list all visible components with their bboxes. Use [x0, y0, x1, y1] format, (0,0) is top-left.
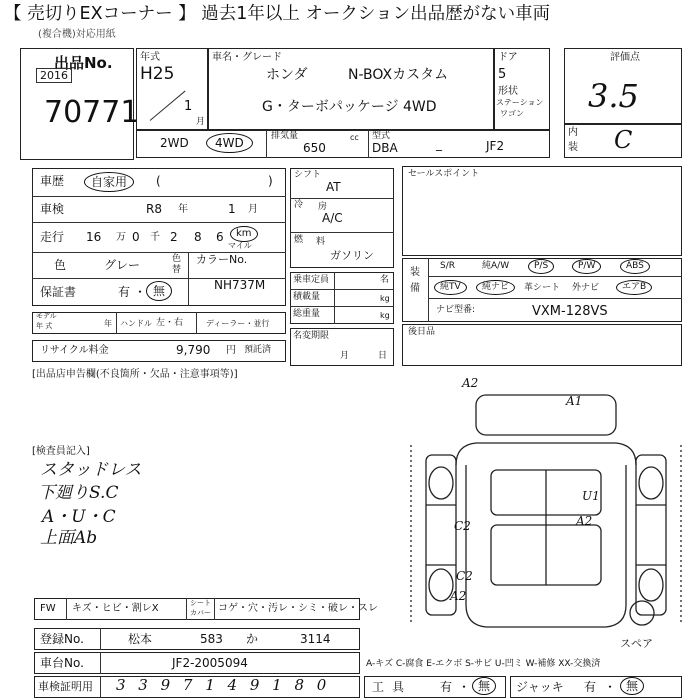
displacement-unit: cc	[350, 133, 359, 142]
gross-unit: kg	[380, 311, 390, 320]
tools-yes: 有	[440, 680, 453, 694]
inspection-label: 車検	[40, 202, 65, 216]
name-change-month: 月	[340, 351, 350, 361]
color-change-label1: 色	[172, 254, 182, 264]
doors-value: 5	[498, 67, 507, 82]
drive-4wd-circled: 4WD	[206, 133, 253, 153]
later-items-label: 後日品	[408, 327, 436, 337]
fw-label: FW	[40, 603, 56, 614]
recycle-value: 9,790	[176, 343, 211, 357]
sales-point-box	[402, 166, 682, 256]
equip-leather: 革シート	[524, 283, 561, 293]
mileage-d5: 6	[216, 230, 224, 244]
warranty-yes: 有	[118, 285, 131, 299]
interior-label1: 内	[568, 127, 578, 138]
score-value: 3.5	[588, 77, 639, 115]
year-value: H25	[140, 64, 175, 84]
drive-2wd: 2WD	[160, 136, 189, 150]
damage-diagram	[396, 375, 692, 645]
form-subtitle: (複合機)対応用紙	[38, 29, 116, 40]
history-label: 車歴	[40, 174, 65, 188]
mileage-u2: 千	[150, 232, 160, 243]
recycle-note: 預託済	[244, 345, 272, 355]
model-year-unit: 年	[104, 319, 112, 328]
mileage-d2: 0	[132, 230, 140, 244]
shape-line2: ワゴン	[500, 109, 524, 118]
lot-year: 2016	[36, 68, 72, 83]
lot-number: 70771	[44, 95, 140, 130]
model-type-prefix: DBA	[372, 141, 398, 155]
color-value: グレー	[104, 258, 141, 272]
chassis-value: JF2-2005094	[172, 656, 248, 670]
capacity-unit: 名	[380, 275, 390, 285]
model-type-dash: _	[436, 137, 442, 151]
inspection-month-unit: 月	[248, 204, 258, 215]
year-label: 年式	[140, 52, 160, 63]
color-change-label2: 替	[172, 265, 182, 275]
warranty-label: 保証書	[40, 285, 77, 299]
fuel-value: ガソリン	[330, 249, 374, 262]
registration-label: 登録No.	[40, 632, 84, 646]
recycle-unit: 円	[226, 345, 236, 356]
year-month-unit: 月	[196, 117, 206, 127]
mileage-u1: 万	[116, 232, 126, 243]
equip-abs-circled: ABS	[620, 259, 650, 274]
sheet-label2: カバー	[190, 609, 211, 617]
recycle-label: リサイクル料金	[40, 345, 109, 356]
model-type-code: JF2	[486, 139, 505, 153]
registration-number: 3114	[300, 632, 331, 646]
navi-model-label: ナビ型番:	[436, 305, 476, 315]
inspector-label: [検査員記入]	[32, 446, 90, 457]
banner-text: 【 売切りEXコーナー 】 過去1年以上 オークション出品歴がない車両	[4, 4, 551, 24]
car-make: ホンダ	[266, 67, 308, 83]
fuel-label1: 燃	[294, 235, 304, 245]
car-name-label: 車名・グレード	[212, 52, 282, 63]
shift-value: AT	[326, 180, 341, 194]
tools-sep: ・	[458, 680, 471, 694]
displacement-label: 排気量	[271, 131, 299, 141]
shift-label: シフト	[294, 170, 322, 180]
model-type-label: 型式	[372, 131, 391, 141]
mark-a2-front: A2	[462, 376, 479, 390]
load-unit: kg	[380, 294, 390, 303]
history-value-circled: 自家用	[84, 172, 134, 192]
history-paren-close: )	[268, 174, 273, 188]
color-code: NH737M	[214, 278, 266, 292]
sheet-text: コゲ・穴・汚レ・シミ・破レ・スレ	[218, 603, 378, 614]
mileage-d1: 16	[86, 230, 102, 244]
displacement-value: 650	[303, 141, 326, 155]
mileage-mile-unit: マイル	[228, 241, 252, 250]
year-month: 1	[184, 99, 193, 114]
fuel-label2: 料	[316, 237, 326, 247]
jack-sep: ・	[604, 680, 617, 694]
inspection-year-unit: 年	[178, 204, 188, 215]
interior-label2: 装	[568, 142, 578, 153]
inspection-month: 1	[228, 202, 236, 216]
doors-label: ドア	[498, 52, 518, 63]
sheet-label: シート	[190, 599, 211, 607]
navi-model-value: VXM-128VS	[532, 304, 608, 319]
mark-u1: U1	[582, 489, 600, 503]
registration-region: 松本	[128, 632, 153, 646]
inspector-note-1: スタッドレス	[40, 460, 142, 480]
sales-point-label: セールスポイント	[408, 169, 480, 179]
dealer-label: ディーラー・並行	[206, 319, 270, 328]
damage-legend: A-キズ C-腐食 E-エクボ S-サビ U-凹ミ W-補修 XX-交換済	[366, 659, 601, 669]
cert-value: 3 3 9 7 1 4 9 1 8 0	[116, 676, 331, 694]
later-items-box	[402, 324, 682, 366]
capacity-label: 乗車定員	[293, 275, 330, 285]
model-year-label1: モデル	[36, 312, 57, 320]
shape-line1: ステーション	[496, 98, 544, 107]
shape-label: 形状	[498, 86, 518, 97]
lot-label: 出品No.	[54, 54, 113, 72]
inspector-note-4: 上面Ab	[40, 528, 98, 548]
fw-text: キズ・ヒビ・割レX	[72, 603, 159, 614]
model-year-label2: 年 式	[36, 322, 53, 330]
banner	[0, 0, 700, 30]
inspector-note-2: 下廻りS.C	[38, 483, 119, 503]
equip-airbag-circled: エアB	[616, 280, 652, 295]
jack-label: ジャッキ	[516, 680, 564, 694]
name-change-label: 名変期限	[293, 331, 330, 341]
inspection-era: R8	[146, 202, 162, 216]
warranty-sep: ・	[134, 285, 147, 299]
equip-alloy-wheels: 純A/W	[482, 261, 510, 271]
mark-c2-left: C2	[454, 519, 471, 533]
color-code-label: カラーNo.	[196, 253, 248, 266]
mark-a2-rear: A2	[450, 589, 467, 603]
equipment-label1: 装	[410, 267, 420, 278]
handle-value: 左・右	[156, 318, 184, 328]
equip-aftermarket-navi: 外ナビ	[572, 283, 600, 293]
jack-no-circled: 無	[620, 677, 644, 695]
score-label: 評価点	[610, 52, 640, 63]
mileage-d3: 2	[170, 230, 178, 244]
mark-a2-side: A2	[576, 514, 593, 528]
handle-label: ハンドル	[120, 319, 152, 328]
equipment-label2: 備	[410, 283, 420, 294]
name-change-day: 日	[378, 351, 388, 361]
car-grade: G・ターボパッケージ 4WD	[262, 99, 437, 115]
mileage-d4: 8	[194, 230, 202, 244]
equip-navi-circled: 純ナビ	[476, 280, 515, 295]
inspector-note-3: A・U・C	[42, 507, 116, 527]
equip-power-windows-circled: P/W	[572, 259, 601, 274]
gross-label: 総重量	[293, 309, 321, 319]
jack-yes: 有	[584, 680, 597, 694]
cert-label: 車検証明用	[38, 680, 93, 693]
ac-label1: 冷	[294, 200, 304, 210]
car-model: N-BOXカスタム	[348, 67, 449, 83]
mark-a1: A1	[566, 394, 583, 408]
warranty-no-circled: 無	[146, 281, 172, 301]
tools-label: 工具	[372, 680, 413, 694]
mark-c2-rear: C2	[456, 569, 473, 583]
color-label: 色	[54, 258, 67, 272]
mileage-km-circled: km	[230, 226, 258, 242]
tools-no-circled: 無	[472, 677, 496, 695]
registration-class: 583	[200, 632, 223, 646]
equip-power-steering-circled: P/S	[528, 259, 554, 274]
declaration-label: [出品店申告欄(不良箇所・欠品・注意事項等)]	[32, 369, 238, 380]
load-label: 積載量	[293, 292, 321, 302]
chassis-label: 車台No.	[40, 656, 84, 670]
interior-value: C	[614, 126, 633, 154]
mileage-label: 走行	[40, 230, 65, 244]
equip-sunroof: S/R	[440, 261, 455, 271]
registration-kana: か	[246, 632, 259, 646]
spare-label: スペア	[620, 637, 653, 650]
equip-tv-circled: 純TV	[434, 280, 467, 295]
history-paren-open: (	[156, 174, 161, 188]
ac-label2: 房	[318, 202, 328, 212]
ac-value: A/C	[322, 211, 343, 225]
